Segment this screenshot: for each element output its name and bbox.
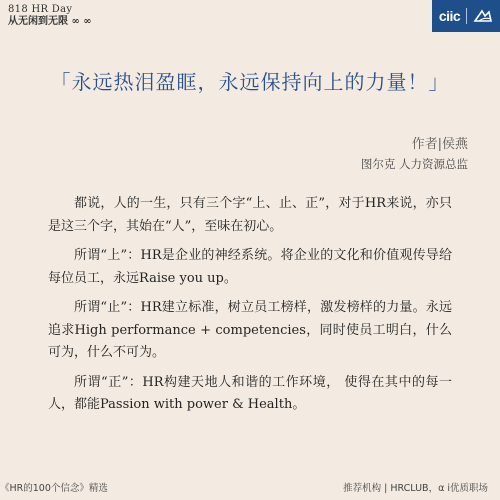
event-name: 818 HR Day xyxy=(8,4,73,15)
book-source: 《HR的100个信念》精选 xyxy=(0,483,108,494)
brand-mark-icon xyxy=(473,9,493,23)
event-title xyxy=(8,4,92,27)
author-title: 图尔克 人力资源总监 xyxy=(360,157,468,171)
recommender-credit: 推荐机构 | HRCLUB，α i优质职场 xyxy=(343,483,488,494)
article-body xyxy=(48,193,452,424)
paragraph: 都说，人的一生，只有三个字“上、止、正”，对于HR来说，亦只是这三个字，其始在“人”，至味在初心。 xyxy=(48,196,452,234)
brand-logo xyxy=(432,0,500,32)
ciic-logo-text: ciic xyxy=(438,8,461,24)
author-line: 作者|侯燕 xyxy=(411,137,468,152)
paragraph: 所谓“止”：HR建立标准，树立员工榜样，激发榜样的力量。永远追求High performance + competencies，同时使员工明白，什么可为，什么不可为。 xyxy=(48,300,452,360)
paragraph: 所谓“上”：HR是企业的神经系统。将企业的文化和价值观传导给每位员工，永远Raise you up。 xyxy=(48,248,452,286)
headline-quote: 「永远热泪盈眶，永远保持向上的力量！」 xyxy=(50,70,450,94)
paragraph: 所谓“正”：HR构建天地人和谐的工作环境， 使得在其中的每一人，都能Passion with power & Health。 xyxy=(48,374,452,412)
event-slogan: 从无闲到无限 ∞ ∞ xyxy=(8,15,92,27)
logo-divider xyxy=(466,8,467,24)
